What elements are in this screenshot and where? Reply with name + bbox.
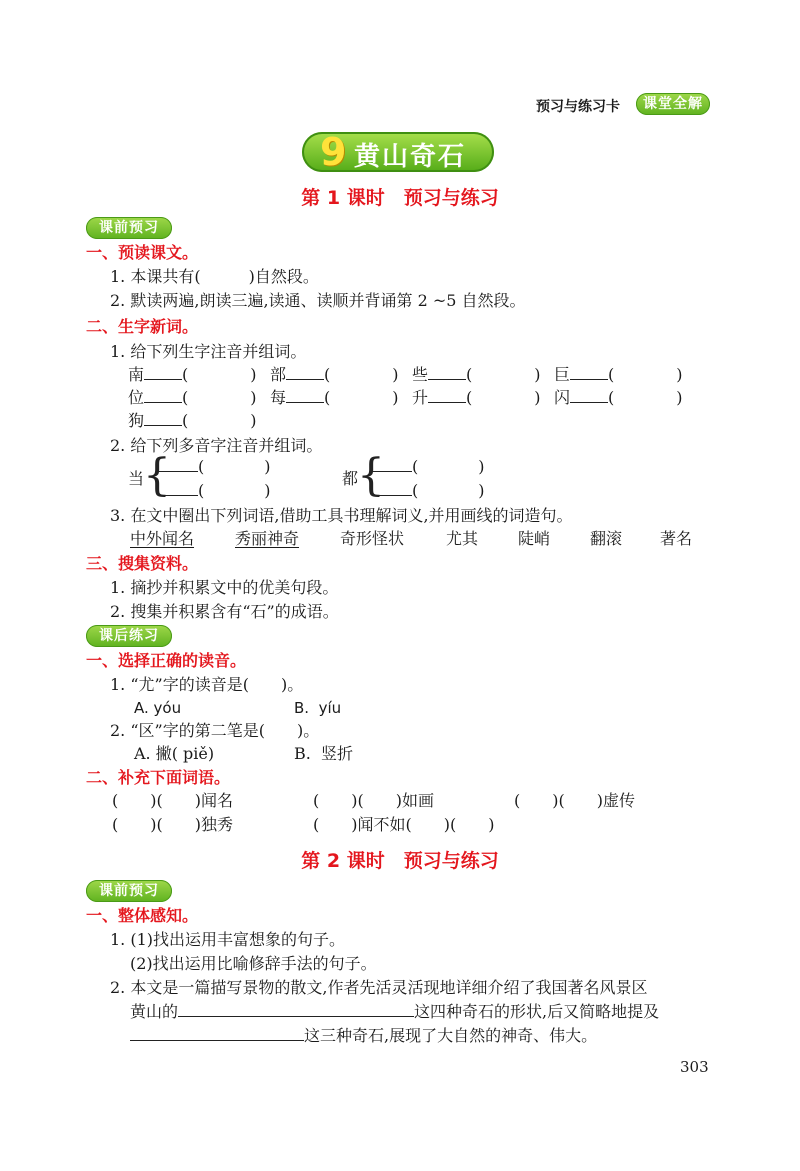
- char-item: 巨 ( ): [554, 365, 683, 384]
- word-item: 尤其: [446, 529, 479, 548]
- lesson1-title: 第 1 课时 预习与练习: [301, 187, 499, 209]
- idiom-blank: ( )( )闻名: [112, 791, 233, 810]
- polyphone-blank: ( ): [372, 456, 485, 478]
- char-item: 狗 ( ): [128, 411, 257, 430]
- question-text: 这三种奇石,展现了大自然的神奇、伟大。: [130, 1025, 597, 1047]
- question-text: 2. 搜集并积累含有“石”的成语。: [110, 602, 339, 621]
- char-item: 些 ( ): [412, 365, 541, 384]
- idiom-blank: ( )( )独秀: [112, 815, 233, 834]
- question-text: 1. “尤”字的读音是( )。: [110, 675, 304, 694]
- question-text: 2. 本文是一篇描写景物的散文,作者先活灵活现地详细介绍了我国著名风景区: [110, 978, 648, 997]
- title-banner: [302, 132, 494, 172]
- polyphone-char: 都: [342, 469, 359, 488]
- pre-study-badge: 课前预习: [86, 217, 172, 239]
- header-badge: 课堂全解: [636, 93, 710, 115]
- word-item: 中外闻名: [130, 529, 195, 548]
- lesson2-title: 第 2 课时 预习与练习: [301, 850, 499, 872]
- pre-study-badge: 课前预习: [86, 880, 172, 902]
- option-text: A. yóu: [134, 699, 182, 717]
- section-heading: 二、补充下面词语。: [86, 768, 231, 787]
- word-item: 翻滚: [590, 529, 623, 548]
- title-number: 9: [320, 130, 347, 174]
- question-text: 2. 给下列多音字注音并组词。: [110, 436, 323, 455]
- title-text: 黄山奇石: [354, 142, 467, 172]
- question-text: 黄山的 这四种奇石的形状,后又简略地提及: [130, 1002, 660, 1021]
- word-item: 陡峭: [518, 529, 551, 548]
- idiom-blank: ( )闻不如( )( ): [313, 815, 495, 834]
- header-label: 预习与练习卡: [536, 99, 620, 115]
- option-text: A. 撇( piě): [134, 744, 215, 763]
- question-text: 3. 在文中圈出下列词语,借助工具书理解词义,并用画线的词造句。: [110, 506, 573, 525]
- polyphone-blank: ( ): [158, 456, 271, 478]
- question-text: 1. 摘抄并积累文中的优美句段。: [110, 578, 339, 597]
- polyphone-blank: ( ): [158, 480, 271, 502]
- question-text: 2. 默读两遍,朗读三遍,读通、读顺并背诵第 2 ~5 自然段。: [110, 291, 526, 310]
- section-heading: 三、搜集资料。: [86, 554, 199, 573]
- option-text: B. yíu: [294, 699, 342, 717]
- question-text: 1. 本课共有( )自然段。: [110, 267, 319, 286]
- section-heading: 一、选择正确的读音。: [86, 651, 247, 670]
- polyphone-blank: ( ): [372, 480, 485, 502]
- polyphone-char: 当: [128, 469, 145, 488]
- char-item: 闪 ( ): [554, 388, 683, 407]
- question-text: 1. 给下列生字注音并组词。: [110, 342, 307, 361]
- question-text: 2. “区”字的第二笔是( )。: [110, 721, 320, 740]
- brace-icon: {: [143, 450, 171, 501]
- word-item: 秀丽神奇: [235, 529, 300, 548]
- char-item: 升 ( ): [412, 388, 541, 407]
- char-item: 南 ( ): [128, 365, 257, 384]
- question-text: 1. (1)找出运用丰富想象的句子。: [110, 930, 346, 949]
- char-item: 部 ( ): [270, 365, 399, 384]
- word-item: 奇形怪状: [340, 529, 405, 548]
- after-class-badge: 课后练习: [86, 625, 172, 647]
- section-heading: 一、整体感知。: [86, 906, 199, 925]
- question-text: (2)找出运用比喻修辞手法的句子。: [130, 954, 377, 973]
- char-item: 每 ( ): [270, 388, 399, 407]
- page-number: 303: [680, 1058, 709, 1076]
- word-item: 著名: [660, 529, 693, 548]
- idiom-blank: ( )( )如画: [313, 791, 434, 810]
- section-heading: 一、预读课文。: [86, 243, 199, 262]
- char-item: 位 ( ): [128, 388, 257, 407]
- option-text: B. 竖折: [294, 744, 354, 763]
- idiom-blank: ( )( )虚传: [514, 791, 635, 810]
- section-heading: 二、生字新词。: [86, 317, 199, 336]
- brace-icon: {: [357, 450, 385, 501]
